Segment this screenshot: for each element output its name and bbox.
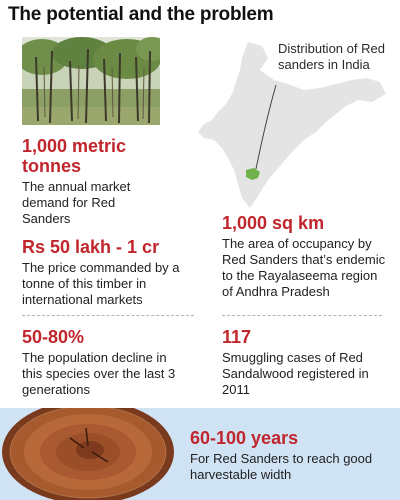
- divider-right: [222, 315, 382, 316]
- stat-value: 1,000 sq km: [222, 213, 325, 233]
- stat-harvest-time: [190, 428, 395, 483]
- stat-price: [22, 237, 197, 308]
- stat-population-decline: [22, 327, 197, 398]
- stat-value: Rs 50 lakh - 1 cr: [22, 237, 160, 257]
- stat-description: Smuggling cases of Red Sandalwood registered in 2011: [222, 350, 369, 397]
- stat-value: 117: [222, 327, 252, 347]
- page-title: The potential and the problem: [8, 4, 274, 25]
- stat-description: The price commanded by a tonne of this timber in international markets: [22, 260, 180, 307]
- divider-left: [22, 315, 194, 316]
- stat-area-occupancy: [222, 213, 392, 300]
- stat-description: The population decline in this species over the last 3 generations: [22, 350, 176, 397]
- stat-value: 60-100 years: [190, 428, 299, 448]
- forest-photo: [22, 37, 160, 125]
- stat-value: 50-80%: [22, 327, 85, 347]
- stat-description: The area of occupancy by Red Sanders that’s endemic to the Rayalaseema region of Andhra Pradesh: [222, 236, 386, 299]
- stat-description: For Red Sanders to reach good harvestable width: [190, 451, 373, 482]
- stat-value: 1,000 metric tonnes: [22, 136, 127, 176]
- stat-smuggling-cases: [222, 327, 392, 398]
- stat-description: The annual market demand for Red Sanders: [22, 179, 131, 226]
- wood-log-photo: [0, 408, 180, 500]
- stat-market-demand: [22, 136, 192, 227]
- map-caption: Distribution of Red sanders in India: [278, 41, 385, 72]
